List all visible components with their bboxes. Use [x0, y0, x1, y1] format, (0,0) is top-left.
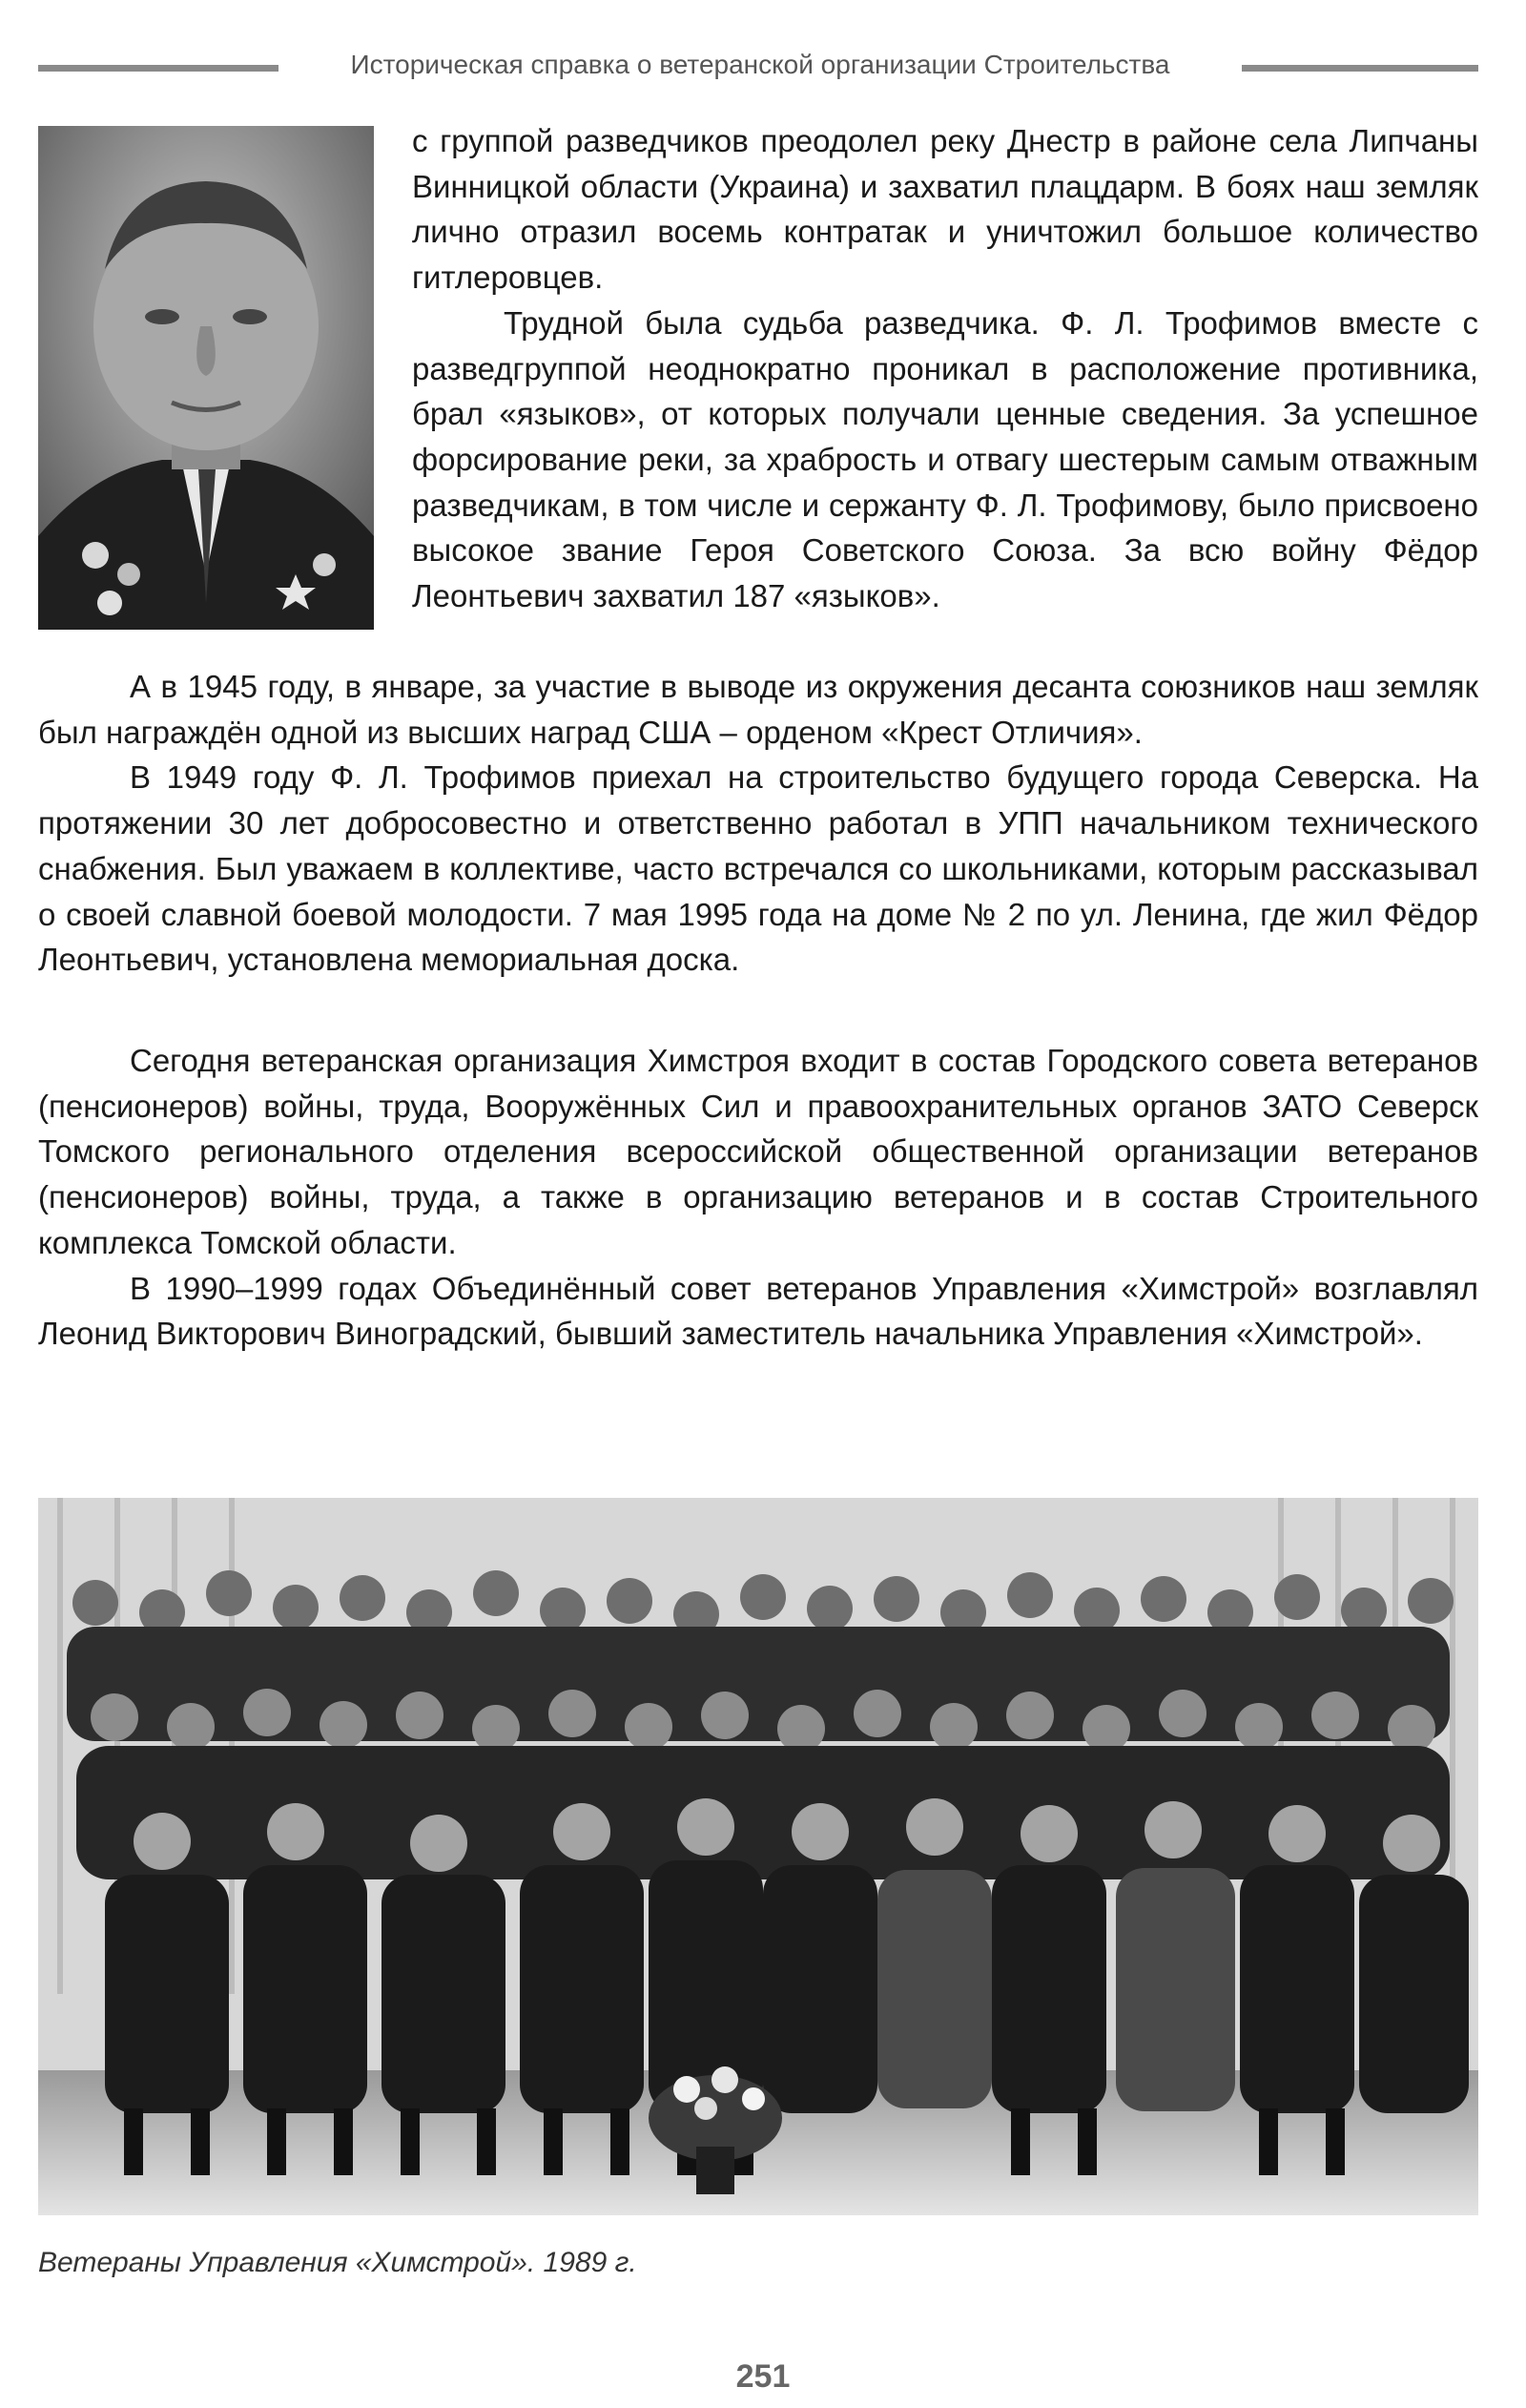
header-rule-left — [38, 65, 278, 72]
section-text-block — [38, 1038, 1478, 1357]
paragraph: Сегодня ветеранская организация Химстроя входит в состав Городского совета ветеранов (пенсионеров) войны, труда, Вооружённых Сил и правоохранительных органов ЗАТО Северск Томского регионального отделения всероссийской общественной организации ветеранов (пенсионеров) войны, труда, а также в организацию ветеранов и в состав Строительного комплекса Томской области. — [38, 1043, 1478, 1260]
paragraph: А в 1945 году, в январе, за участие в выводе из окружения десанта союзников наш земляк был награждён одной из высших наград США – орденом «Крест Отличия». — [38, 669, 1478, 750]
page-number: 251 — [735, 2358, 791, 2395]
wrapped-text-block — [412, 118, 1478, 619]
paragraph: с группой разведчиков преодолел реку Днестр в районе села Липчаны Винницкой области (Украина) и захватил плацдарм. В боях наш земляк лично отразил восемь контратак и уничтожил большое количество гитлеровцев. — [412, 123, 1478, 296]
running-title: Историческая справка о ветеранской организации Строительства — [350, 50, 1170, 79]
portrait-photo — [38, 126, 374, 630]
paragraph: В 1990–1999 годах Объединённый совет ветеранов Управления «Химстрой» возглавлял Леонид Викторович Виноградский, бывший заместитель начальника Управления «Химстрой». — [38, 1270, 1478, 1352]
paragraph: Трудной была судьба разведчика. Ф. Л. Трофимов вместе с разведгруппой неоднократно проникал в расположение противника, брал «языков», от которых получали ценные сведения. За успешное форсирование реки, за храбрость и отвагу шестерым самым отважным разведчикам, в том числе и сержанту Ф. Л. Трофимову, было присвоено высокое звание Героя Советского Союза. За всю войну Фёдор Леонтьевич захватил 187 «языков». — [412, 304, 1478, 614]
photo-caption: Ветераны Управления «Химстрой». 1989 г. — [38, 2247, 637, 2278]
full-width-text-block — [38, 664, 1478, 983]
group-photo — [38, 1498, 1478, 2215]
page-header — [38, 46, 1478, 84]
header-rule-right — [1242, 65, 1478, 72]
paragraph: В 1949 году Ф. Л. Трофимов приехал на строительство будущего города Северска. На протяжении 30 лет добросовестно и ответственно работал в УПП начальником технического снабжения. Был уважаем в коллективе, часто встречался со школьниками, которым рассказывал о своей славной боевой молодости. 7 мая 1995 года на доме № 2 по ул. Ленина, где жил Фёдор Леонтьевич, установлена мемориальная доска. — [38, 759, 1478, 978]
